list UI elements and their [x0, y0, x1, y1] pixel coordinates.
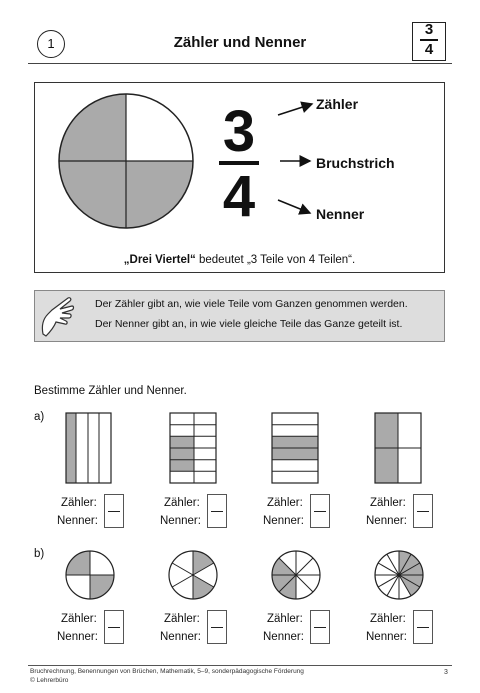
denominator-label-a1: Nenner:: [57, 515, 98, 527]
page-number: 3: [444, 669, 448, 676]
label-numerator: Zähler: [316, 96, 359, 112]
answer-box-a4[interactable]: [413, 494, 433, 528]
rect-figure-a1: [66, 413, 111, 483]
answer-box-b3[interactable]: [310, 610, 330, 644]
circle-figure-b4: [375, 551, 423, 599]
fraction-badge-numerator: 3: [424, 21, 434, 38]
numerator-label-a4: Zähler:: [370, 497, 406, 509]
info-line-2: Der Nenner gibt an, in wie viele gleiche Teile das Ganze geteilt ist.: [95, 318, 403, 330]
rect-figure-a3: [272, 413, 318, 483]
numerator-label-a1: Zähler:: [61, 497, 97, 509]
info-line-1: Der Zähler gibt an, wie viele Teile vom Ganzen genommen werden.: [95, 298, 408, 310]
numerator-label-a3: Zähler:: [267, 497, 303, 509]
footer-copyright: © Lehrerbüro: [30, 677, 69, 684]
denominator-label-a2: Nenner:: [160, 515, 201, 527]
row-label-b: b): [34, 548, 45, 560]
denominator-label-b1: Nenner:: [57, 631, 98, 643]
example-denominator: 4: [222, 164, 256, 229]
exercise-number: 1: [37, 30, 65, 58]
denominator-label-a3: Nenner:: [263, 515, 304, 527]
answer-box-a3[interactable]: [310, 494, 330, 528]
answer-box-b1[interactable]: [104, 610, 124, 644]
numerator-label-b3: Zähler:: [267, 613, 303, 625]
numerator-label-a2: Zähler:: [164, 497, 200, 509]
denominator-label-b4: Nenner:: [366, 631, 407, 643]
circle-figure-b1: [66, 551, 114, 599]
answer-box-a1[interactable]: [104, 494, 124, 528]
denominator-label-a4: Nenner:: [366, 515, 407, 527]
footer-divider: [28, 665, 452, 666]
footer-text: Bruchrechnung, Benennungen von Brüchen, Mathematik, 5–9, sonderpädagogische Förderung: [30, 668, 304, 675]
numerator-label-b1: Zähler:: [61, 613, 97, 625]
answer-box-b4[interactable]: [413, 610, 433, 644]
row-label-a: a): [34, 411, 45, 423]
task-instruction: Bestimme Zähler und Nenner.: [34, 385, 187, 397]
caption-bold: „Drei Viertel“: [123, 254, 196, 266]
answer-box-a2[interactable]: [207, 494, 227, 528]
numerator-label-b2: Zähler:: [164, 613, 200, 625]
answer-box-b2[interactable]: [207, 610, 227, 644]
page-title: Zähler und Nenner: [173, 34, 307, 51]
numerator-label-b4: Zähler:: [370, 613, 406, 625]
denominator-label-b3: Nenner:: [263, 631, 304, 643]
rect-figure-a2: [170, 413, 216, 483]
circle-figure-b2: [169, 551, 217, 599]
label-denominator: Nenner: [316, 206, 365, 222]
denominator-label-b2: Nenner:: [160, 631, 201, 643]
caption-rest: bedeutet „3 Teile von 4 Teilen“.: [195, 254, 356, 266]
label-fraction-bar: Bruchstrich: [316, 155, 395, 171]
fraction-badge-denominator: 4: [424, 41, 434, 58]
circle-figure-b3: [272, 551, 320, 599]
rect-figure-a4: [375, 413, 421, 483]
example-numerator: 3: [222, 99, 256, 164]
